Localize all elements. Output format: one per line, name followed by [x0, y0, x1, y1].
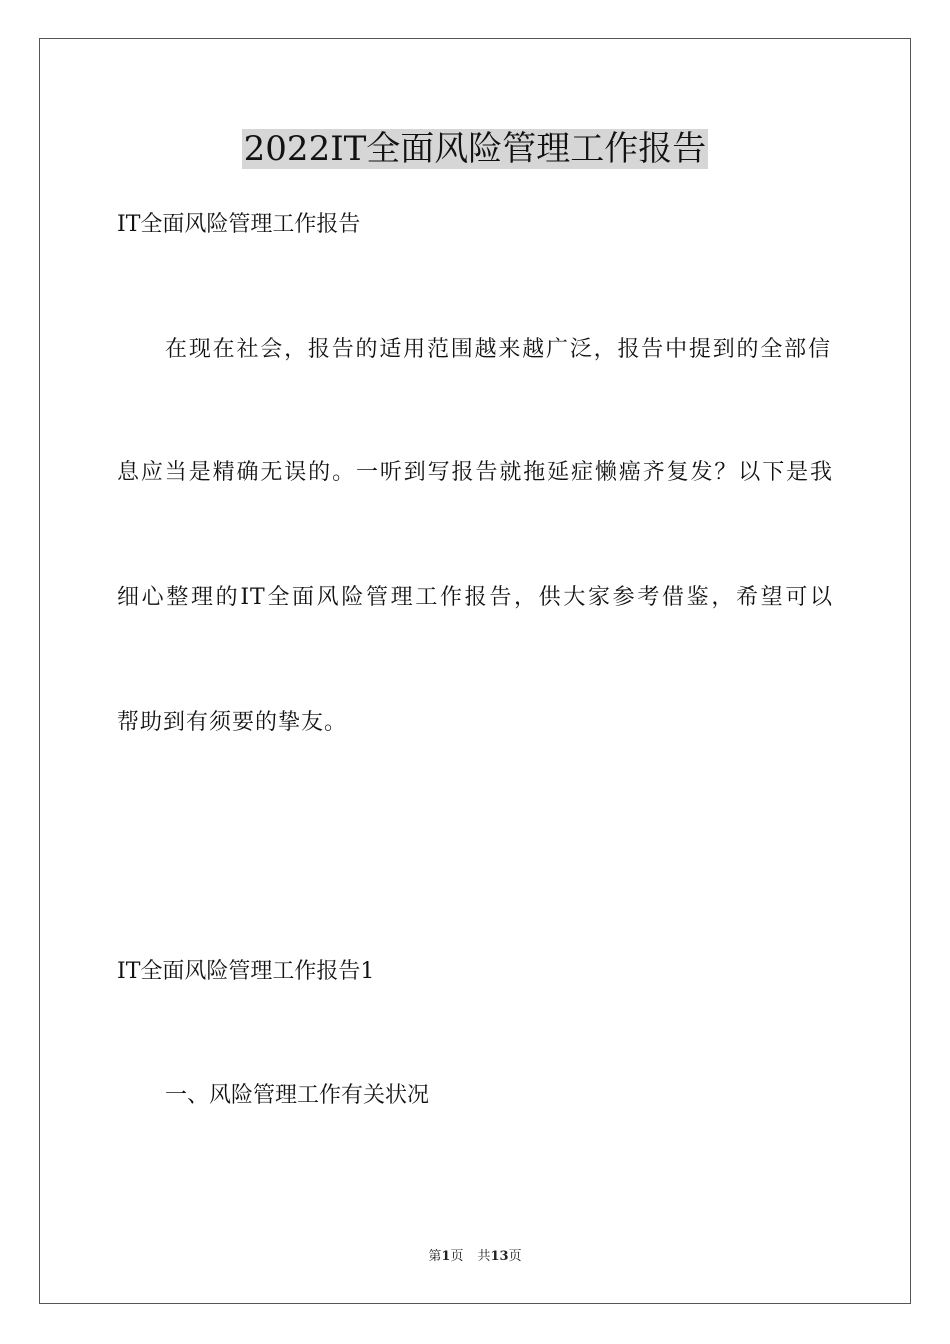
section-title: IT全面风险管理工作报告1	[117, 959, 375, 984]
document-title	[0, 127, 950, 171]
document-subtitle: IT全面风险管理工作报告	[117, 212, 361, 237]
footer-page-suffix: 页	[450, 1249, 464, 1264]
footer-page-number: 1	[441, 1249, 451, 1264]
intro-line-2: 息应当是精确无误的。一听到写报告就拖延症懒癌齐复发？以下是我	[117, 460, 833, 485]
footer-total-suffix: 页	[508, 1249, 522, 1264]
page-footer	[0, 1248, 950, 1266]
intro-line-1: 在现在社会，报告的适用范围越来越广泛，报告中提到的全部信	[165, 337, 831, 362]
intro-line-4: 帮助到有须要的挚友。	[117, 710, 348, 735]
section-heading: 一、风险管理工作有关状况	[165, 1083, 430, 1108]
footer-total-prefix: 共	[477, 1249, 491, 1264]
footer-total-pages: 13	[490, 1249, 509, 1264]
document-title-text: 2022IT全面风险管理工作报告	[243, 129, 707, 169]
footer-page-prefix: 第	[428, 1249, 442, 1264]
intro-line-3: 细心整理的IT全面风险管理工作报告，供大家参考借鉴，希望可以	[117, 585, 833, 610]
